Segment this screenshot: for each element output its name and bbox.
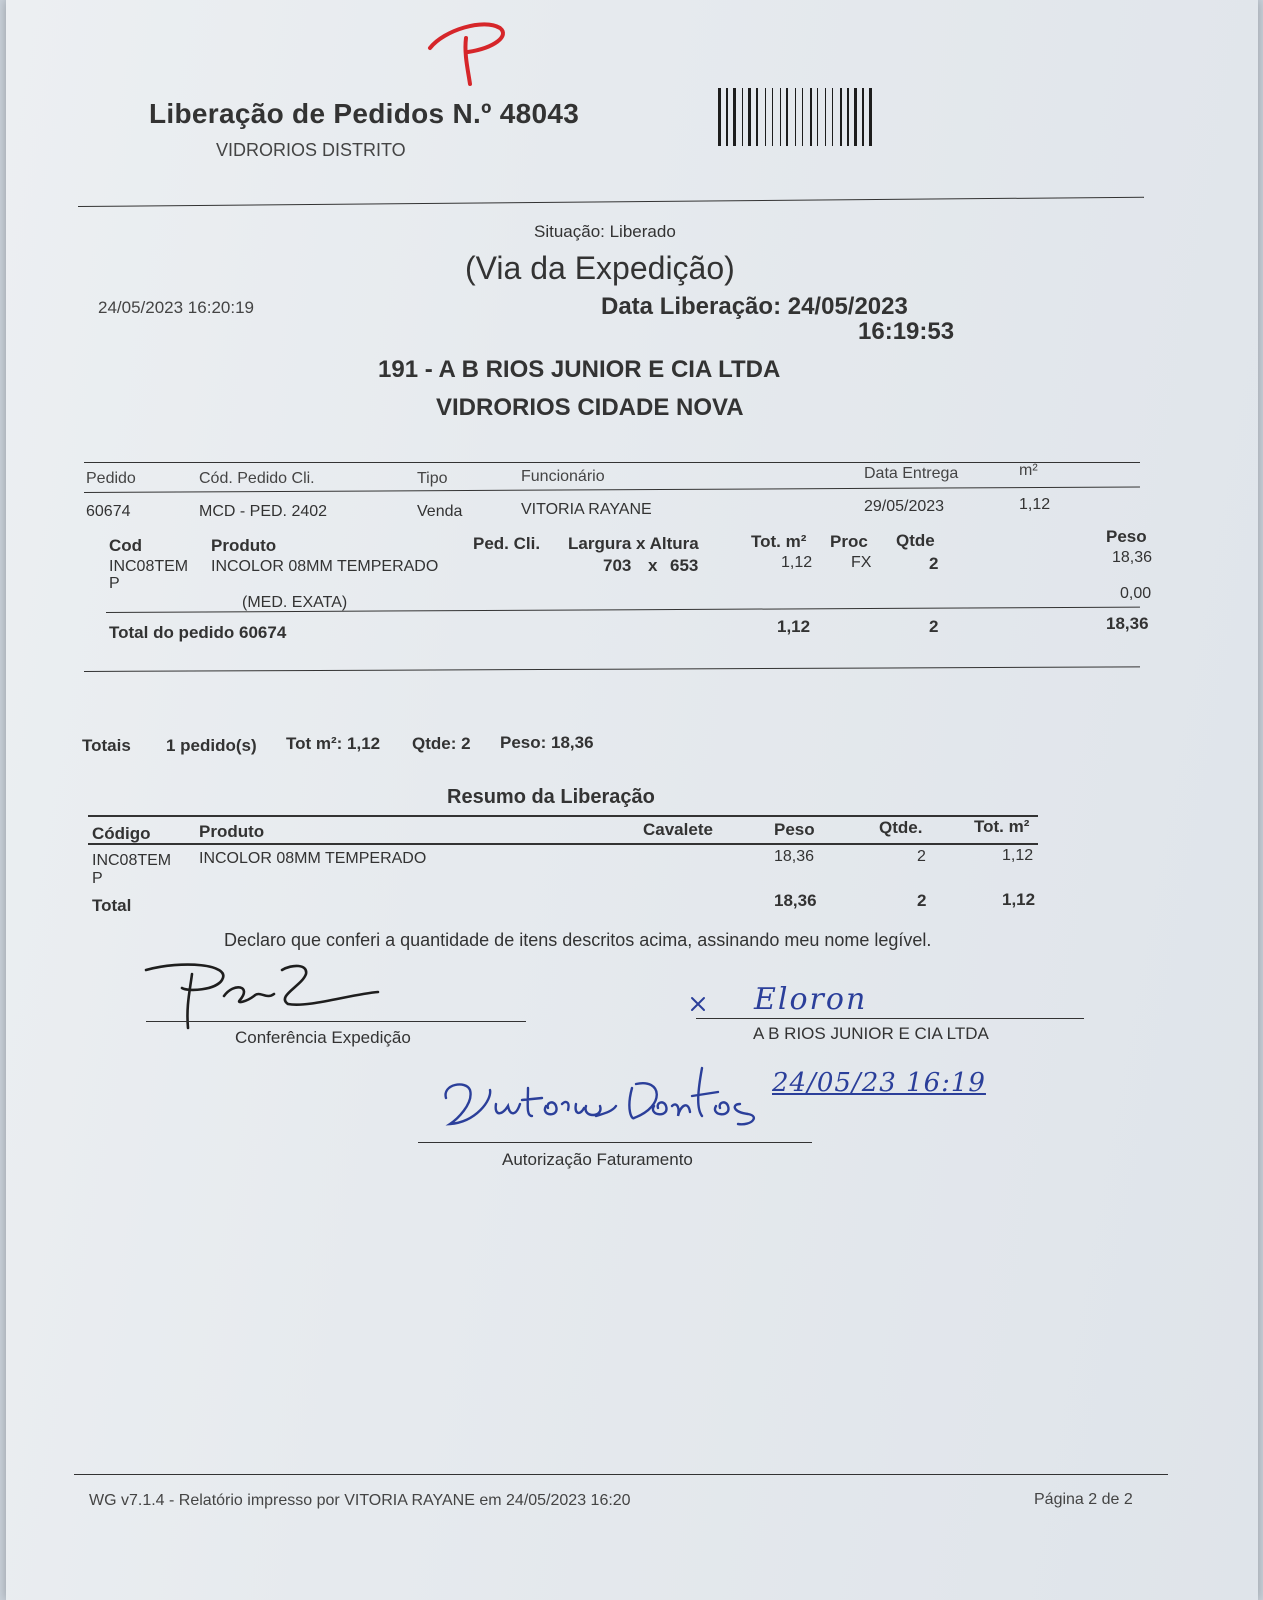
summary-total-peso: 18,36	[774, 891, 817, 910]
summary-peso: 18,36	[774, 848, 815, 865]
barcode-bar	[772, 88, 773, 146]
branch-name: VIDRORIOS DISTRITO	[216, 140, 406, 160]
cell-funcionario: VITORIA RAYANE	[521, 501, 652, 518]
cell-cod-pedido-cli: MCD - PED. 2402	[199, 503, 328, 520]
footer-line	[74, 1474, 1168, 1475]
barcode-bar	[802, 88, 803, 146]
autorizacao-caption: Autorização Faturamento	[502, 1150, 693, 1169]
declaration-text: Declaro que conferi a quantidade de itens descritos acima, assinando meu nome legível.	[224, 930, 932, 950]
summary-header-line	[88, 843, 1038, 845]
status-text: Situação: Liberado	[534, 222, 676, 241]
conferencia-caption: Conferência Expedição	[235, 1028, 411, 1047]
header-qtde: Qtde	[896, 531, 935, 550]
cell-m2: 1,12	[1019, 496, 1051, 513]
divider	[78, 197, 1144, 207]
barcode-bar	[817, 88, 818, 146]
barcode-bar	[733, 88, 736, 146]
barcode	[718, 88, 908, 146]
item-peso: 18,36	[1112, 549, 1153, 566]
summary-header-codigo: Código	[92, 824, 151, 843]
item-produto: INCOLOR 08MM TEMPERADO	[211, 558, 439, 575]
page-number: Página 2 de 2	[1034, 1491, 1133, 1508]
barcode-bar	[840, 88, 842, 146]
summary-title: Resumo da Liberação	[447, 786, 655, 808]
barcode-bar	[756, 88, 758, 146]
header-pedido: Pedido	[86, 470, 136, 487]
liberation-date: Data Liberação: 24/05/2023	[601, 293, 908, 320]
summary-codigo: INC08TEM	[92, 852, 172, 869]
order-total-peso: 18,36	[1106, 614, 1149, 633]
header-ped-cli: Ped. Cli.	[473, 534, 541, 553]
header-proc: Proc	[830, 532, 868, 551]
barcode-bar	[765, 88, 766, 146]
barcode-bar	[748, 88, 751, 146]
item-altura: 653	[670, 556, 699, 575]
header-funcionario: Funcionário	[521, 468, 605, 485]
barcode-bar	[854, 88, 857, 146]
summary-total-label: Total	[92, 896, 132, 915]
signature-line	[146, 1021, 526, 1022]
cell-data-entrega: 29/05/2023	[864, 498, 945, 515]
barcode-bar	[718, 88, 721, 146]
totals-label: Totais	[82, 736, 131, 755]
header-cod-pedido-cli: Cód. Pedido Cli.	[199, 470, 315, 487]
cell-tipo: Venda	[417, 503, 463, 520]
barcode-bar	[847, 88, 849, 146]
header-m2: m²	[1019, 462, 1038, 479]
barcode-bar	[726, 88, 728, 146]
item-x: x	[648, 556, 658, 575]
handwritten-date: 24/05/23 16:19	[772, 1068, 986, 1098]
x-mark-icon	[690, 994, 706, 1014]
item-note-peso: 0,00	[1120, 585, 1152, 602]
summary-tot-m2: 1,12	[1002, 847, 1034, 864]
page-title: Liberação de Pedidos N.º 48043	[149, 98, 580, 129]
header-peso: Peso	[1106, 527, 1147, 546]
client-store: VIDRORIOS CIDADE NOVA	[436, 394, 744, 421]
header-produto: Produto	[211, 536, 277, 555]
header-cod: Cod	[109, 536, 143, 555]
header-tipo: Tipo	[417, 470, 448, 487]
totals-pedidos: 1 pedido(s)	[166, 736, 257, 755]
summary-qtde: 2	[917, 848, 926, 865]
cell-pedido: 60674	[86, 503, 131, 520]
item-largura: 703	[603, 556, 632, 575]
barcode-bar	[795, 88, 796, 146]
liberation-time: 16:19:53	[858, 318, 955, 345]
summary-top-line	[88, 815, 1038, 817]
autorizacao-signature	[436, 1060, 786, 1150]
footer-print-info: WG v7.1.4 - Relatório impresso por VITORIA RAYANE em 24/05/2023 16:20	[89, 1492, 631, 1509]
header-data-entrega: Data Entrega	[864, 465, 959, 482]
item-cod: INC08TEM	[109, 558, 189, 575]
totals-peso: Peso: 18,36	[500, 733, 594, 752]
item-tot-m2: 1,12	[781, 554, 813, 571]
summary-header-cavalete: Cavalete	[643, 820, 713, 839]
document-page	[6, 0, 1258, 1600]
print-datetime: 24/05/2023 16:20:19	[98, 298, 254, 317]
summary-header-produto: Produto	[199, 822, 265, 841]
copy-type: (Via da Expedição)	[465, 250, 735, 286]
summary-codigo-wrap: P	[92, 870, 103, 887]
red-handwritten-mark	[424, 18, 514, 88]
summary-header-tot-m2: Tot. m²	[974, 817, 1030, 836]
header-dims: Largura x Altura	[568, 534, 699, 553]
item-note: (MED. EXATA)	[242, 594, 348, 611]
signature-line	[696, 1018, 1084, 1019]
totals-qtde: Qtde: 2	[412, 734, 471, 753]
summary-header-peso: Peso	[774, 820, 815, 839]
conferencia-signature	[142, 960, 402, 1030]
barcode-bar	[780, 88, 781, 146]
table-top-line	[84, 462, 1140, 463]
order-total-label: Total do pedido 60674	[109, 623, 287, 642]
summary-header-qtde: Qtde.	[879, 818, 923, 837]
barcode-bar	[862, 88, 864, 146]
order-total-qtde: 2	[929, 617, 939, 636]
client-handwritten-signature: Eloron	[754, 982, 868, 1017]
summary-produto: INCOLOR 08MM TEMPERADO	[199, 850, 427, 867]
summary-total-qtde: 2	[917, 891, 927, 910]
summary-total-tot-m2: 1,12	[1002, 890, 1036, 909]
signature-line	[418, 1142, 812, 1143]
barcode-bar	[825, 88, 826, 146]
totals-m2: Tot m²: 1,12	[286, 734, 381, 753]
item-qtde: 2	[929, 554, 939, 573]
barcode-bar	[869, 88, 872, 146]
client-name: 191 - A B RIOS JUNIOR E CIA LTDA	[378, 356, 781, 383]
barcode-bar	[810, 88, 812, 146]
client-caption: A B RIOS JUNIOR E CIA LTDA	[753, 1024, 989, 1043]
divider	[84, 666, 1140, 672]
header-tot-m2: Tot. m²	[751, 532, 807, 551]
barcode-bar	[832, 88, 833, 146]
item-cod-wrap: P	[109, 575, 120, 592]
barcode-bar	[786, 88, 788, 146]
item-proc: FX	[851, 554, 872, 571]
order-total-m2: 1,12	[777, 617, 811, 636]
barcode-bar	[742, 88, 743, 146]
